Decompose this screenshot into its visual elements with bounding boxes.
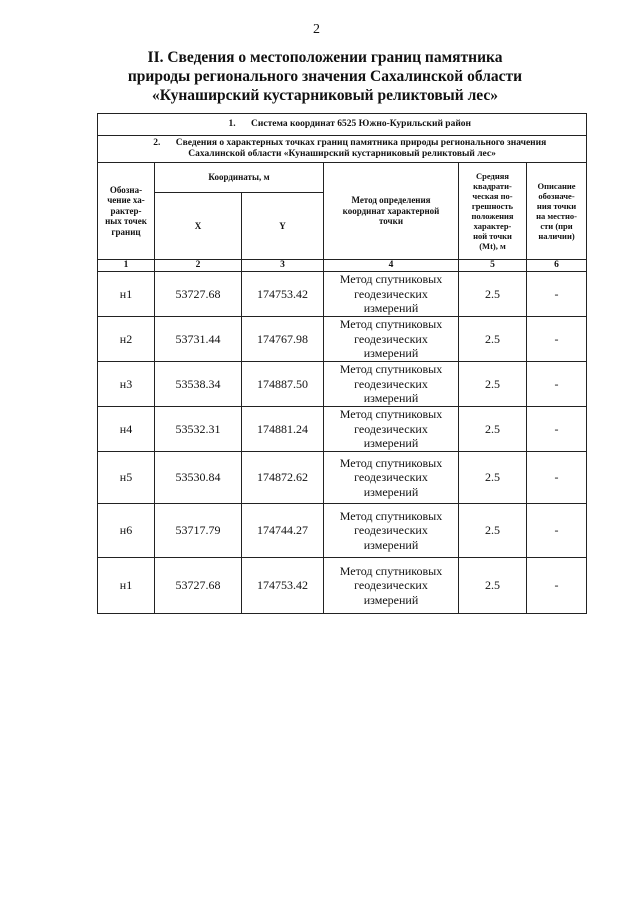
error-cell: 2.5 [459, 272, 527, 317]
description-cell: - [527, 362, 587, 407]
description-cell: - [527, 317, 587, 362]
method-cell [324, 362, 459, 407]
header-method [324, 163, 459, 260]
method-line: геодезических [354, 523, 428, 538]
column-number: 6 [527, 260, 587, 272]
column-number: 1 [98, 260, 155, 272]
header-text-line: ной точки [473, 231, 512, 241]
point-cell: н3 [98, 362, 155, 407]
header-text-line: чение ха- [107, 195, 145, 206]
header-point-description [527, 163, 587, 260]
method-line: Метод спутниковых [339, 317, 443, 332]
method-line: геодезических [354, 470, 428, 485]
point-cell: н4 [98, 407, 155, 452]
header-text-line: Описание [537, 181, 576, 191]
y-cell: 174872.62 [242, 452, 324, 504]
header-text-line: ных точек [105, 216, 147, 227]
header-text-line: ческая по- [472, 191, 513, 201]
error-cell: 2.5 [459, 504, 527, 558]
section-2-cell [98, 136, 587, 163]
x-cell: 53731.44 [155, 317, 242, 362]
section-1-row [98, 114, 587, 136]
method-line: измерений [363, 436, 419, 451]
error-cell: 2.5 [459, 362, 527, 407]
error-cell: 2.5 [459, 317, 527, 362]
header-text-line: на местно- [536, 211, 577, 221]
point-cell: н2 [98, 317, 155, 362]
table-row [98, 558, 587, 614]
header-text-line: координат характерной [342, 205, 440, 216]
method-line: Метод спутниковых [339, 362, 443, 377]
method-line: измерений [363, 537, 419, 552]
section-2-line [98, 138, 586, 149]
y-cell: 174887.50 [242, 362, 324, 407]
column-number: 2 [155, 260, 242, 272]
header-text-line: рактер- [110, 205, 142, 216]
method-line: геодезических [354, 376, 428, 391]
method-line: Метод спутниковых [339, 455, 443, 470]
header-mean-square-error [459, 163, 527, 260]
description-cell: - [527, 558, 587, 614]
method-cell [324, 558, 459, 614]
method-cell [324, 272, 459, 317]
point-cell: н1 [98, 272, 155, 317]
header-text-line: сти (при [540, 221, 573, 231]
document-title [80, 48, 570, 105]
error-cell: 2.5 [459, 558, 527, 614]
method-cell [324, 317, 459, 362]
error-cell: 2.5 [459, 407, 527, 452]
header-x: X [155, 193, 242, 260]
column-number: 5 [459, 260, 527, 272]
description-cell: - [527, 407, 587, 452]
title-line: природы регионального значения Сахалинской области [127, 68, 523, 85]
column-number: 4 [324, 260, 459, 272]
point-cell: н6 [98, 504, 155, 558]
header-text-line: границ [111, 226, 141, 237]
section-1-text: Система координат 6525 Южно-Курильский район [251, 119, 472, 129]
page-number: 2 [313, 22, 320, 37]
table-row [98, 317, 587, 362]
header-coordinates: Координаты, м [155, 163, 324, 193]
header-text-line: квадрати- [473, 181, 512, 191]
point-cell: н1 [98, 558, 155, 614]
coordinates-table [97, 113, 587, 614]
method-line: геодезических [354, 286, 428, 301]
section-2-text-line1: Сведения о характерных точках границ памятника природы регионального значения [175, 138, 547, 148]
header-text-line: характер- [473, 221, 512, 231]
description-cell: - [527, 452, 587, 504]
y-cell: 174767.98 [242, 317, 324, 362]
header-text-line: грешность [471, 201, 514, 211]
y-cell: 174753.42 [242, 558, 324, 614]
header-text-line: Обозна- [109, 184, 143, 195]
section-2-text-line2: Сахалинской области «Кунаширский кустарниковый реликтовый лес» [188, 149, 496, 159]
header-text-line: наличии) [538, 231, 575, 241]
header-text-line: точки [378, 216, 404, 227]
title-line: II. Сведения о местоположении границ памятника [147, 49, 503, 66]
method-cell [324, 407, 459, 452]
table-row [98, 362, 587, 407]
column-number: 3 [242, 260, 324, 272]
y-cell: 174744.27 [242, 504, 324, 558]
header-y: Y [242, 193, 324, 260]
method-line: Метод спутниковых [339, 563, 443, 578]
section-2-row [98, 136, 587, 163]
title-line: «Кунаширский кустарниковый реликтовый лес» [152, 87, 498, 104]
y-cell: 174753.42 [242, 272, 324, 317]
method-line: измерений [363, 346, 419, 361]
method-line: Метод спутниковых [339, 272, 443, 287]
method-line: измерений [363, 592, 419, 607]
y-cell: 174881.24 [242, 407, 324, 452]
x-cell: 53530.84 [155, 452, 242, 504]
method-line: геодезических [354, 421, 428, 436]
table-row [98, 272, 587, 317]
method-cell [324, 504, 459, 558]
table-row [98, 452, 587, 504]
header-text-line: Метод определения [351, 195, 431, 206]
table-row [98, 407, 587, 452]
section-1-number: 1. [228, 119, 236, 129]
x-cell: 53538.34 [155, 362, 242, 407]
x-cell: 53532.31 [155, 407, 242, 452]
method-line: геодезических [354, 331, 428, 346]
description-cell: - [527, 504, 587, 558]
x-cell: 53727.68 [155, 558, 242, 614]
x-cell: 53727.68 [155, 272, 242, 317]
table-row [98, 504, 587, 558]
section-1-cell [98, 114, 587, 136]
header-row-1 [98, 163, 587, 193]
error-cell: 2.5 [459, 452, 527, 504]
x-cell: 53717.79 [155, 504, 242, 558]
method-line: измерений [363, 484, 419, 499]
method-line: геодезических [354, 578, 428, 593]
header-point-designation [98, 163, 155, 260]
header-text-line: ния точки [536, 201, 577, 211]
method-line: измерений [363, 301, 419, 316]
method-line: Метод спутниковых [339, 508, 443, 523]
header-text-line: положения [471, 211, 514, 221]
description-cell: - [527, 272, 587, 317]
method-line: измерений [363, 391, 419, 406]
method-cell [324, 452, 459, 504]
section-2-number: 2. [153, 138, 161, 148]
method-line: Метод спутниковых [339, 407, 443, 422]
header-text-line: обозначе- [538, 191, 575, 201]
column-number-row [98, 260, 587, 272]
header-text-line: Средняя [476, 171, 509, 181]
point-cell: н5 [98, 452, 155, 504]
header-text-line: (Mt), м [479, 241, 506, 251]
